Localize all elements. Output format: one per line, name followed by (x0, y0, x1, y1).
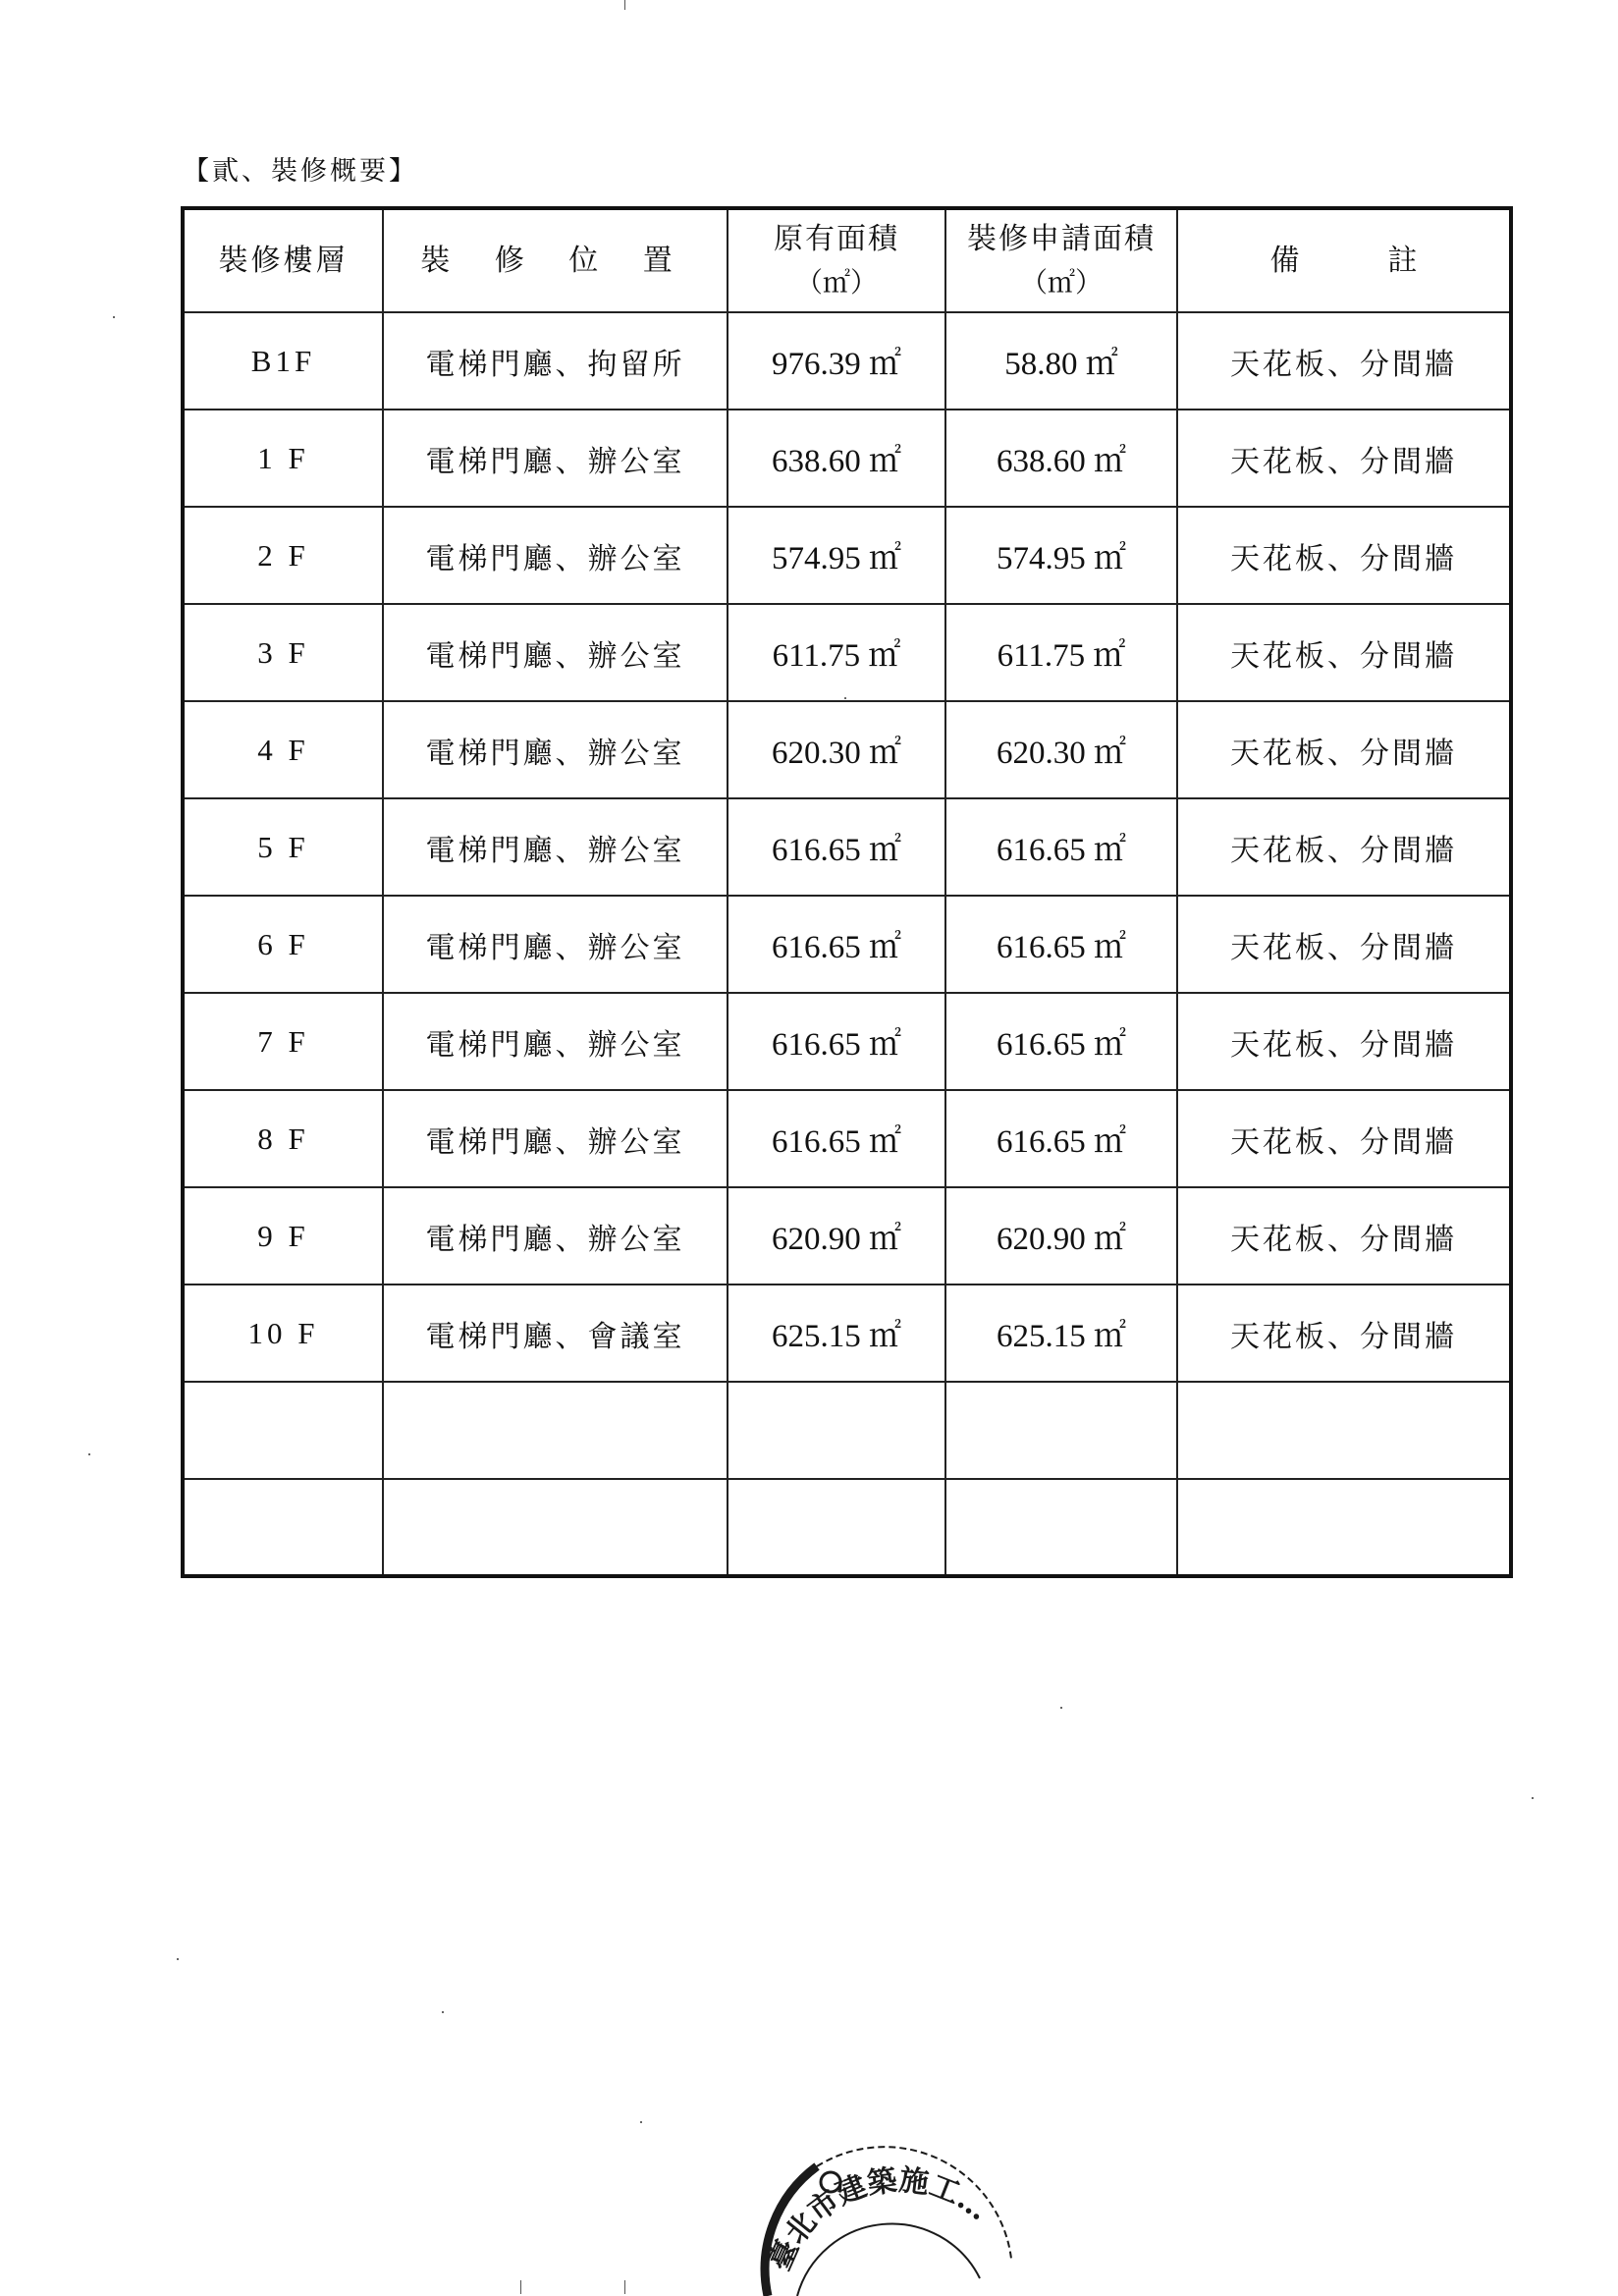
cell-applied-area: 638.60 ㎡ (945, 410, 1177, 507)
cell-applied-area: 616.65 ㎡ (945, 1090, 1177, 1187)
scan-tick-top (624, 0, 625, 10)
cell-location: 電梯門廳、拘留所 (383, 312, 728, 410)
header-floor: 裝修樓層 (183, 208, 383, 312)
official-seal-stamp (754, 2131, 1024, 2296)
renovation-summary-table (181, 206, 1513, 1578)
cell-location: 電梯門廳、辦公室 (383, 701, 728, 798)
cell-floor (183, 1479, 383, 1576)
header-applied-area (945, 208, 1177, 312)
table-row (183, 798, 1511, 896)
table-row (183, 896, 1511, 993)
cell-remark: 天花板、分間牆 (1177, 1090, 1511, 1187)
table-row (183, 1187, 1511, 1285)
scan-speck (113, 316, 115, 318)
table-row (183, 1285, 1511, 1382)
cell-original-area: 620.90 ㎡ (728, 1187, 945, 1285)
cell-applied-area: 616.65 ㎡ (945, 896, 1177, 993)
cell-original-area (728, 1479, 945, 1576)
cell-applied-area: 625.15 ㎡ (945, 1285, 1177, 1382)
cell-location: 電梯門廳、辦公室 (383, 896, 728, 993)
cell-applied-area: 611.75 ㎡ (945, 604, 1177, 701)
cell-floor: 4 F (183, 701, 383, 798)
header-remark (1177, 208, 1511, 312)
scan-speck (442, 2011, 444, 2013)
cell-remark: 天花板、分間牆 (1177, 1285, 1511, 1382)
table-row (183, 701, 1511, 798)
cell-location: 電梯門廳、辦公室 (383, 604, 728, 701)
seal-text: 臺北市建築施工… (762, 2162, 996, 2276)
scan-tick-bottom-left (520, 2280, 521, 2294)
table-row (183, 1090, 1511, 1187)
cell-floor: 7 F (183, 993, 383, 1090)
scan-speck (88, 1453, 90, 1455)
cell-remark: 天花板、分間牆 (1177, 896, 1511, 993)
header-applied-area-label: 裝修申請面積 (967, 221, 1156, 256)
cell-applied-area: 616.65 ㎡ (945, 798, 1177, 896)
cell-original-area: 976.39 ㎡ (728, 312, 945, 410)
header-remark-char-2: 註 (1387, 243, 1418, 278)
cell-remark: 天花板、分間牆 (1177, 410, 1511, 507)
header-original-area-label: 原有面積 (774, 221, 899, 256)
scan-speck (1060, 1707, 1062, 1709)
cell-floor (183, 1382, 383, 1479)
cell-location: 電梯門廳、辦公室 (383, 507, 728, 604)
cell-location: 電梯門廳、辦公室 (383, 993, 728, 1090)
cell-floor: 5 F (183, 798, 383, 896)
scan-speck (1532, 1797, 1534, 1799)
cell-floor: B1F (183, 312, 383, 410)
cell-applied-area: 620.90 ㎡ (945, 1187, 1177, 1285)
header-remark-char-1: 備 (1269, 243, 1300, 278)
header-applied-area-unit: （㎡） (1019, 265, 1103, 299)
table-row (183, 507, 1511, 604)
cell-original-area: 611.75 ㎡ (728, 604, 945, 701)
cell-original-area: 574.95 ㎡ (728, 507, 945, 604)
table-row (183, 410, 1511, 507)
cell-location: 電梯門廳、辦公室 (383, 1090, 728, 1187)
cell-floor: 1 F (183, 410, 383, 507)
cell-remark: 天花板、分間牆 (1177, 993, 1511, 1090)
cell-floor: 3 F (183, 604, 383, 701)
cell-location (383, 1479, 728, 1576)
cell-applied-area (945, 1479, 1177, 1576)
cell-floor: 6 F (183, 896, 383, 993)
cell-remark: 天花板、分間牆 (1177, 701, 1511, 798)
header-original-area-unit: （㎡） (794, 265, 878, 299)
cell-floor: 2 F (183, 507, 383, 604)
cell-original-area: 638.60 ㎡ (728, 410, 945, 507)
table-row-empty (183, 1479, 1511, 1576)
cell-remark (1177, 1382, 1511, 1479)
cell-original-area: 625.15 ㎡ (728, 1285, 945, 1382)
cell-applied-area: 616.65 ㎡ (945, 993, 1177, 1090)
cell-remark: 天花板、分間牆 (1177, 604, 1511, 701)
cell-location: 電梯門廳、辦公室 (383, 798, 728, 896)
header-original-area (728, 208, 945, 312)
cell-applied-area: 620.30 ㎡ (945, 701, 1177, 798)
table-row-empty (183, 1382, 1511, 1479)
cell-floor: 9 F (183, 1187, 383, 1285)
section-title: 【貳、裝修概要】 (183, 156, 418, 187)
table-header-row (183, 208, 1511, 312)
table-row (183, 604, 1511, 701)
cell-original-area (728, 1382, 945, 1479)
cell-location: 電梯門廳、會議室 (383, 1285, 728, 1382)
cell-floor: 10 F (183, 1285, 383, 1382)
cell-remark: 天花板、分間牆 (1177, 798, 1511, 896)
cell-location: 電梯門廳、辦公室 (383, 410, 728, 507)
cell-remark (1177, 1479, 1511, 1576)
cell-applied-area: 574.95 ㎡ (945, 507, 1177, 604)
cell-floor: 8 F (183, 1090, 383, 1187)
cell-remark: 天花板、分間牆 (1177, 507, 1511, 604)
cell-original-area: 620.30 ㎡ (728, 701, 945, 798)
scan-tick-bottom-right (624, 2280, 625, 2294)
cell-original-area: 616.65 ㎡ (728, 798, 945, 896)
cell-remark: 天花板、分間牆 (1177, 312, 1511, 410)
table-row (183, 993, 1511, 1090)
cell-location: 電梯門廳、辦公室 (383, 1187, 728, 1285)
cell-location (383, 1382, 728, 1479)
cell-applied-area: 58.80 ㎡ (945, 312, 1177, 410)
scan-speck (177, 1958, 179, 1960)
table-row (183, 312, 1511, 410)
header-location: 裝 修 位 置 (383, 208, 728, 312)
cell-original-area: 616.65 ㎡ (728, 1090, 945, 1187)
cell-remark: 天花板、分間牆 (1177, 1187, 1511, 1285)
cell-applied-area (945, 1382, 1177, 1479)
scan-speck (640, 2121, 642, 2123)
cell-original-area: 616.65 ㎡ (728, 896, 945, 993)
cell-original-area: 616.65 ㎡ (728, 993, 945, 1090)
